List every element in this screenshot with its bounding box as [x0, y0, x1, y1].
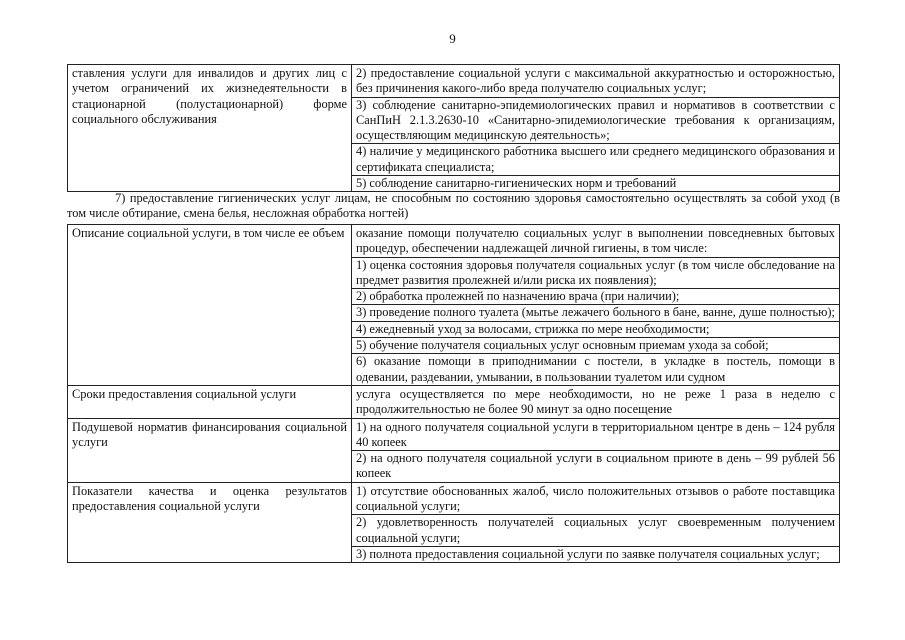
row-content: [352, 385, 840, 418]
list-item: 2) обработка пролежней по назначению врача (при наличии);: [352, 289, 839, 305]
continued-service-table: [67, 64, 840, 192]
list-item: 1) отсутствие обоснованных жалоб, число положительных отзывов о работе поставщика социальной услуги;: [352, 484, 839, 516]
list-item: 2) удовлетворенность получателей социальных услуг своевременным получением социальной услуги;: [352, 515, 839, 547]
list-item: 4) ежедневный уход за волосами, стрижка по мере необходимости;: [352, 322, 839, 338]
list-item: 1) на одного получателя социальной услуги в территориальном центре в день – 124 рубля 40 копеек: [352, 420, 839, 452]
list-item: 3) соблюдение санитарно-эпидемиологических правил и нормативов в соответствии с СанПиН 2.1.3.2630-10 «Санитарно-эпидемиологические требования к организациям, осуществляющим медицинскую деятельность»;: [352, 98, 839, 145]
table-row: [68, 225, 840, 386]
list-item: 3) полнота предоставления социальной услуги по заявке получателя социальных услуг;: [356, 546, 820, 561]
row-content: [352, 482, 840, 562]
list-item: 2) на одного получателя социальной услуги в социальном приюте в день – 99 рублей 56 копеек: [356, 451, 835, 481]
row-label: Подушевой норматив финансирования социальной услуги: [68, 418, 352, 482]
list-item: услуга осуществляется по мере необходимости, но не реже 1 раза в неделю с продолжительностью не более 90 минут за одно посещение: [356, 386, 835, 417]
row-content: [352, 418, 840, 482]
page-number: 9: [449, 31, 456, 46]
table-row: [68, 418, 840, 482]
list-item: 3) проведение полного туалета (мытье лежачего больного в бане, ванне, душе полностью);: [352, 305, 839, 321]
list-item: 6) оказание помощи в приподнимании с постели, в укладке в постель, помощи в одевании, раздевании, умывании, в пользовании туалетом или судном: [356, 354, 835, 384]
list-item: 5) обучение получателя социальных услуг основным приемам ухода за собой;: [352, 338, 839, 354]
section-heading: 7) предоставление гигиенических услуг лицам, не способным по состоянию здоровья самостоятельно осуществлять за собой уход (в том числе обтирание, смена белья, несложная обработка ногтей): [67, 191, 840, 221]
row-label: Описание социальной услуги, в том числе ее объем: [68, 225, 352, 386]
row-content: [352, 225, 840, 386]
row-label: Показатели качества и оценка результатов предоставления социальной услуги: [68, 482, 352, 562]
table-row: [68, 385, 840, 418]
table-row: [68, 482, 840, 562]
list-item: 2) предоставление социальной услуги с максимальной аккуратностью и осторожностью, без причинения какого-либо вреда получателю социальных услуг;: [352, 66, 839, 98]
row-label: Сроки предоставления социальной услуги: [68, 385, 352, 418]
row-label: ставления услуги для инвалидов и других лиц с учетом ограничений их жизнедеятельности в стационарной (полустационарной) форме социального обслуживания: [68, 65, 352, 192]
hygiene-service-table: [67, 224, 840, 563]
list-item: 4) наличие у медицинского работника высшего или среднего медицинского образования и сертификата специалиста;: [352, 144, 839, 176]
table-row: [68, 65, 840, 192]
row-content: [352, 65, 840, 192]
list-item: оказание помощи получателю социальных услуг в выполнении повседневных бытовых процедур, обеспечении надлежащей личной гигиены, в том числе:: [352, 226, 839, 258]
list-item: 5) соблюдение санитарно-гигиенических норм и требований: [356, 176, 677, 191]
list-item: 1) оценка состояния здоровья получателя социальных услуг (в том числе обследование на предмет развития пролежней и/или риска их появления);: [352, 258, 839, 290]
